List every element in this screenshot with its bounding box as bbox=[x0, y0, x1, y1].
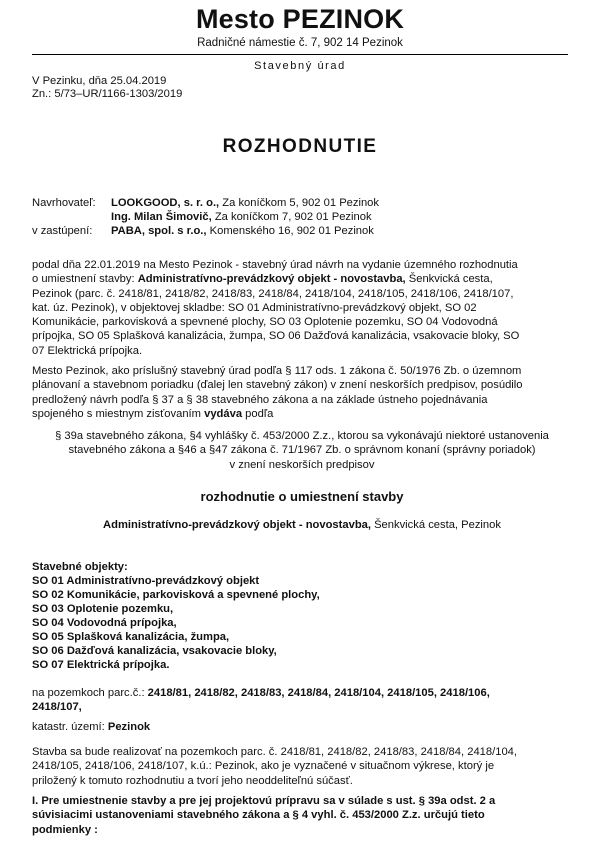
applicant-1-address: Za koníčkom 5, 902 01 Pezinok bbox=[219, 197, 379, 209]
applicant-2-address: Za koníčkom 7, 902 01 Pezinok bbox=[211, 211, 372, 223]
legal-basis-line: § 39a stavebného zákona, §4 vyhlášky č. 453/2000 Z.z., ktorou sa vykonávajú niektoré ustanovenia bbox=[55, 430, 549, 442]
decision-subject-location: Šenkvická cesta, Pezinok bbox=[370, 519, 501, 531]
applicant-label: Navrhovateľ: bbox=[32, 197, 96, 209]
realization-line: 2418/105, 2418/106, 2418/107, k.ú.: Pezinok, ako je vyznačené v situačnom výkrese, ktorý je bbox=[32, 760, 495, 773]
header-divider bbox=[32, 54, 568, 55]
decision-intro-paragraph bbox=[32, 364, 572, 421]
objects-label: Stavebné objekty: bbox=[32, 561, 128, 573]
intro-line: prípojka, SO 05 Splašková kanalizácia, žumpa, SO 06 Dažďová kanalizácia, vsakovacie bloky, SO bbox=[32, 330, 520, 343]
object-item: SO 06 Dažďová kanalizácia, vsakovacie bloky, bbox=[32, 645, 277, 657]
parcels-line bbox=[32, 700, 572, 714]
parcels-values: 2418/107, bbox=[32, 701, 82, 714]
parcels-values: 2418/81, 2418/82, 2418/83, 2418/84, 2418/104, 2418/105, 2418/106, bbox=[147, 687, 490, 699]
object-item: SO 01 Administratívno-prevádzkový objekt bbox=[32, 575, 260, 587]
object-item: SO 07 Elektrická prípojka. bbox=[32, 659, 170, 671]
realization-line: priložený k tomuto rozhodnutiu a tvorí jeho neoddeliteľnú súčasť. bbox=[32, 774, 353, 787]
decision-subject-name: Administratívno-prevádzkový objekt - novostavba, bbox=[103, 519, 371, 531]
decision-subject bbox=[32, 518, 572, 532]
representative bbox=[111, 224, 374, 238]
intro-line: kat. úz. Pezinok), v objektovej skladbe: SO 01 Administratívno-prevádzkový objekt, SO 02 bbox=[32, 301, 477, 314]
legal-basis-line: v znení neskorších predpisov bbox=[229, 458, 375, 471]
applicant-1-name: LOOKGOOD, s. r. o., bbox=[111, 197, 220, 209]
intro-line: Komunikácie, parkovisková a spevnené plochy, SO 03 Oplotenie pozemku, SO 04 Vodovodná bbox=[32, 316, 498, 329]
conditions-line: I. Pre umiestnenie stavby a pre jej projektovú prípravu sa v súlade s ust. § 39a odst. 2 a bbox=[32, 795, 496, 807]
parcels-line bbox=[32, 686, 572, 700]
issues-keyword: vydáva bbox=[204, 407, 243, 420]
intro-paragraph bbox=[32, 258, 572, 358]
parcels-block bbox=[32, 686, 572, 715]
conditions-paragraph bbox=[32, 794, 572, 837]
intro-line: podal dňa 22.01.2019 na Mesto Pezinok - stavebný úrad návrh na vydanie územného rozhodnutia bbox=[32, 259, 518, 271]
intro-line: o umiestnení stavby: Administratívno-prevádzkový objekt - novostavba, Šenkvická cesta, bbox=[32, 273, 493, 286]
legal-basis-line: stavebného zákona a §46 a §47 zákona č. 71/1967 Zb. o správnom konaní (správny poriadok) bbox=[68, 444, 536, 457]
legal-basis bbox=[32, 429, 572, 472]
place-date: V Pezinku, dňa 25.04.2019 bbox=[32, 75, 167, 87]
conditions-line: súvisiacimi ustanoveniami stavebného zákona a § 4 vyhl. č. 453/2000 Z.z. určujú tieto bbox=[32, 809, 485, 822]
realization-line: Stavba sa bude realizovať na pozemkoch parc. č. 2418/81, 2418/82, 2418/83, 2418/84, 2418/104, bbox=[32, 746, 517, 758]
cadastre bbox=[32, 720, 572, 734]
object-item: SO 04 Vodovodná prípojka, bbox=[32, 617, 177, 629]
object-item: SO 03 Oplotenie pozemku, bbox=[32, 603, 174, 615]
representative-address: Komenského 16, 902 01 Pezinok bbox=[206, 225, 374, 237]
object-item: SO 02 Komunikácie, parkovisková a spevnené plochy, bbox=[32, 589, 320, 601]
intro-line: Pezinok (parc. č. 2418/81, 2418/82, 2418/83, 2418/84, 2418/104, 2418/105, 2418/106, 2418/107, bbox=[32, 287, 514, 300]
decision-intro-line: predložený návrh podľa § 37 a § 38 stavebného zákona a na základe ústneho pojednávania bbox=[32, 393, 488, 406]
cadastre-value: Pezinok bbox=[107, 721, 151, 733]
municipality-title: Mesto PEZINOK bbox=[195, 4, 405, 34]
document-heading: ROZHODNUTIE bbox=[222, 136, 378, 157]
decision-title: rozhodnutie o umiestnení stavby bbox=[200, 489, 404, 504]
applicant-2-name: Ing. Milan Šimovič, bbox=[111, 211, 212, 223]
conditions-line: podmienky : bbox=[32, 823, 98, 836]
applicant-1 bbox=[111, 196, 379, 210]
representative-name: PABA, spol. s r.o., bbox=[111, 225, 207, 237]
parcels-label: na pozemkoch parc.č.: bbox=[32, 687, 148, 699]
decision-intro-line: plánovaní a stavebnom poriadku (ďalej len stavebný zákon) v znení neskorších predpisov, posúdilo bbox=[32, 379, 523, 392]
decision-intro-line: Mesto Pezinok, ako príslušný stavebný úrad podľa § 117 ods. 1 zákona č. 50/1976 Zb. o územnom bbox=[32, 365, 522, 377]
municipality-address: Radničné námestie č. 7, 902 14 Pezinok bbox=[197, 37, 403, 49]
cadastre-label: katastr. území: bbox=[32, 721, 108, 733]
intro-project-name: Administratívno-prevádzkový objekt - novostavba, bbox=[137, 273, 406, 286]
intro-line: 07 Elektrická prípojka. bbox=[32, 344, 143, 357]
office-name: Stavebný úrad bbox=[254, 60, 346, 72]
reference-number: Zn.: 5/73–UR/1166-1303/2019 bbox=[32, 88, 183, 100]
object-item: SO 05 Splašková kanalizácia, žumpa, bbox=[32, 631, 230, 643]
applicant-2 bbox=[111, 210, 372, 224]
decision-intro-line: spojeného s miestnym zisťovaním vydáva podľa bbox=[32, 407, 274, 420]
realization-paragraph bbox=[32, 745, 572, 788]
representative-label: v zastúpení: bbox=[32, 225, 93, 237]
